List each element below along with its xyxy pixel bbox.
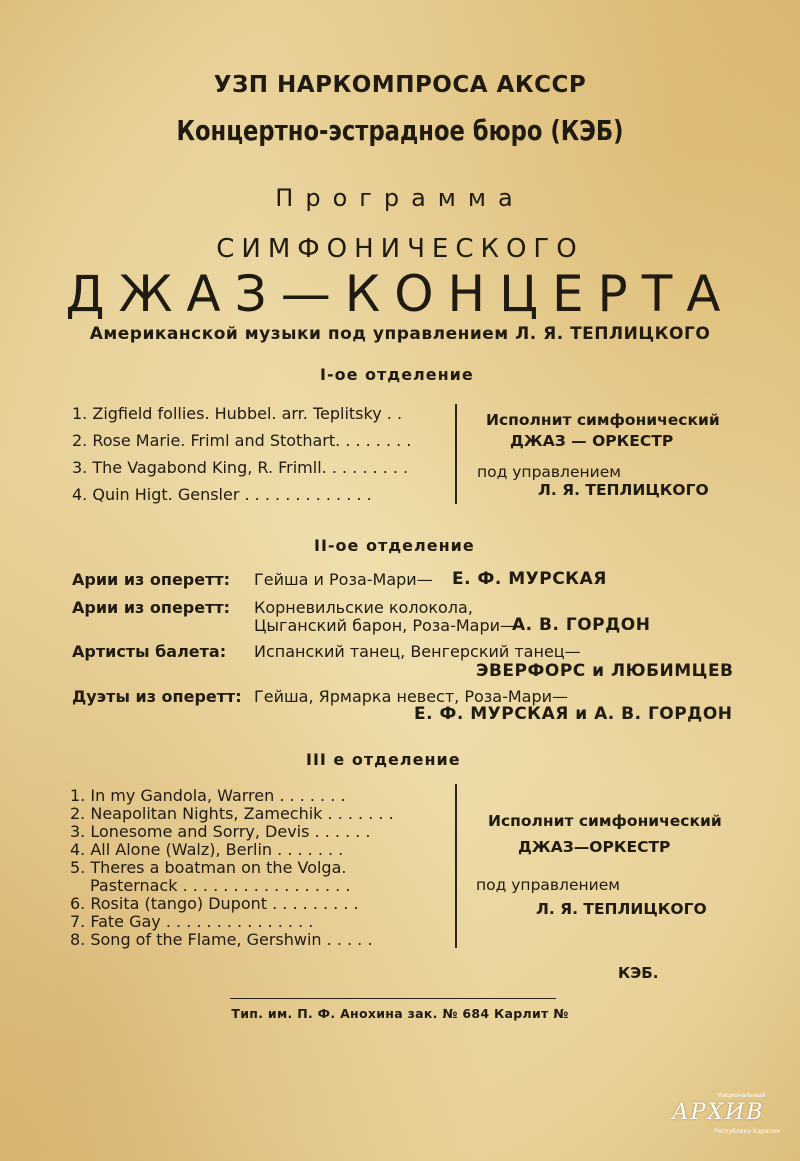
- list-item: 8. Song of the Flame, Gershwin . . . . .: [70, 930, 373, 949]
- list-item: 3. Lonesome and Sorry, Devis . . . . . .: [70, 822, 371, 841]
- list-item: 1. Zigfield follies. Hubbel. arr. Teplitsky . .: [72, 404, 403, 423]
- performer-line1: Исполнит симфонический: [488, 812, 722, 830]
- org-heading: УЗП НАРКОМПРОСА АКССР: [213, 72, 587, 98]
- list-item: 7. Fate Gay . . . . . . . . . . . . . . .: [70, 912, 314, 931]
- watermark-main: АРХИВ: [672, 1100, 765, 1125]
- list-item: 4. Quin Higt. Gensler . . . . . . . . . . . . .: [72, 485, 372, 504]
- archive-watermark-logo: [652, 1086, 782, 1140]
- row-text: Гейша, Ярмарка невест, Роза-Мари—: [254, 687, 569, 706]
- section2-title: II-ое отделение: [314, 536, 475, 555]
- list-item: Pasternack . . . . . . . . . . . . . . . . .: [90, 876, 351, 895]
- printer-footer: Тип. им. П. Ф. Анохина зак. № 684 Карлит №: [231, 1006, 569, 1021]
- list-item: 2. Neapolitan Nights, Zamechik . . . . . . .: [70, 804, 394, 823]
- row-names: ЭВЕРФОРС и ЛЮБИМЦЕВ: [476, 661, 734, 681]
- row-text: Корневильские колокола,: [254, 598, 473, 617]
- performer-line2: ДЖАЗ—ОРКЕСТР: [518, 838, 671, 856]
- row-text: Испанский танец, Венгерский танец—: [254, 642, 581, 661]
- performer-line4: Л. Я. ТЕПЛИЦКОГО: [536, 900, 707, 918]
- list-item: 4. All Alone (Walz), Berlin . . . . . . .: [70, 840, 344, 859]
- program-label: Программа: [275, 184, 525, 212]
- subtitle: СИМФОНИЧЕСКОГО: [216, 234, 584, 264]
- section1-title: I-ое отделение: [320, 365, 474, 384]
- row-names: Е. Ф. МУРСКАЯ: [452, 569, 607, 589]
- concert-title: ДЖАЗ—КОНЦЕРТА: [65, 265, 735, 323]
- bracket-line: [455, 784, 463, 948]
- section3-title: III е отделение: [306, 750, 461, 769]
- bureau-heading: Концертно-эстрадное бюро (КЭБ): [176, 114, 624, 147]
- row-label: Арии из оперетт:: [72, 570, 231, 589]
- row-text: Гейша и Роза-Мари—: [254, 570, 433, 589]
- list-item: 5. Theres a boatman on the Volga.: [70, 858, 347, 877]
- signature: КЭБ.: [618, 964, 659, 982]
- conductor-line: Американской музыки под управлением Л. Я. ТЕПЛИЦКОГО: [89, 324, 711, 344]
- row-names: Е. Ф. МУРСКАЯ и А. В. ГОРДОН: [414, 704, 733, 724]
- watermark-top: Национальный: [718, 1092, 766, 1099]
- row-label: Дуэты из оперетт:: [72, 687, 242, 706]
- list-item: 6. Rosita (tango) Dupont . . . . . . . . .: [70, 894, 359, 913]
- row-label: Арии из оперетт:: [72, 598, 231, 617]
- list-item: 3. The Vagabond King, R. Frimll. . . . . . . . .: [72, 458, 409, 477]
- row-names: А. В. ГОРДОН: [512, 615, 651, 635]
- bracket-line: [455, 404, 463, 504]
- list-item: 1. In my Gandola, Warren . . . . . . .: [70, 786, 346, 805]
- performer-line3: под управлением: [476, 876, 620, 894]
- performer-line2: ДЖАЗ — ОРКЕСТР: [510, 432, 674, 450]
- row-label: Артисты балета:: [72, 642, 227, 661]
- list-item: 2. Rose Marie. Friml and Stothart. . . . . . . .: [72, 431, 412, 450]
- row-text: Цыганский барон, Роза-Мари—: [254, 616, 517, 635]
- watermark-bottom: Республики Карелия: [714, 1128, 780, 1135]
- divider: [230, 998, 556, 999]
- performer-line3: под управлением: [477, 463, 621, 481]
- performer-line4: Л. Я. ТЕПЛИЦКОГО: [538, 481, 709, 499]
- performer-line1: Исполнит симфонический: [486, 411, 720, 429]
